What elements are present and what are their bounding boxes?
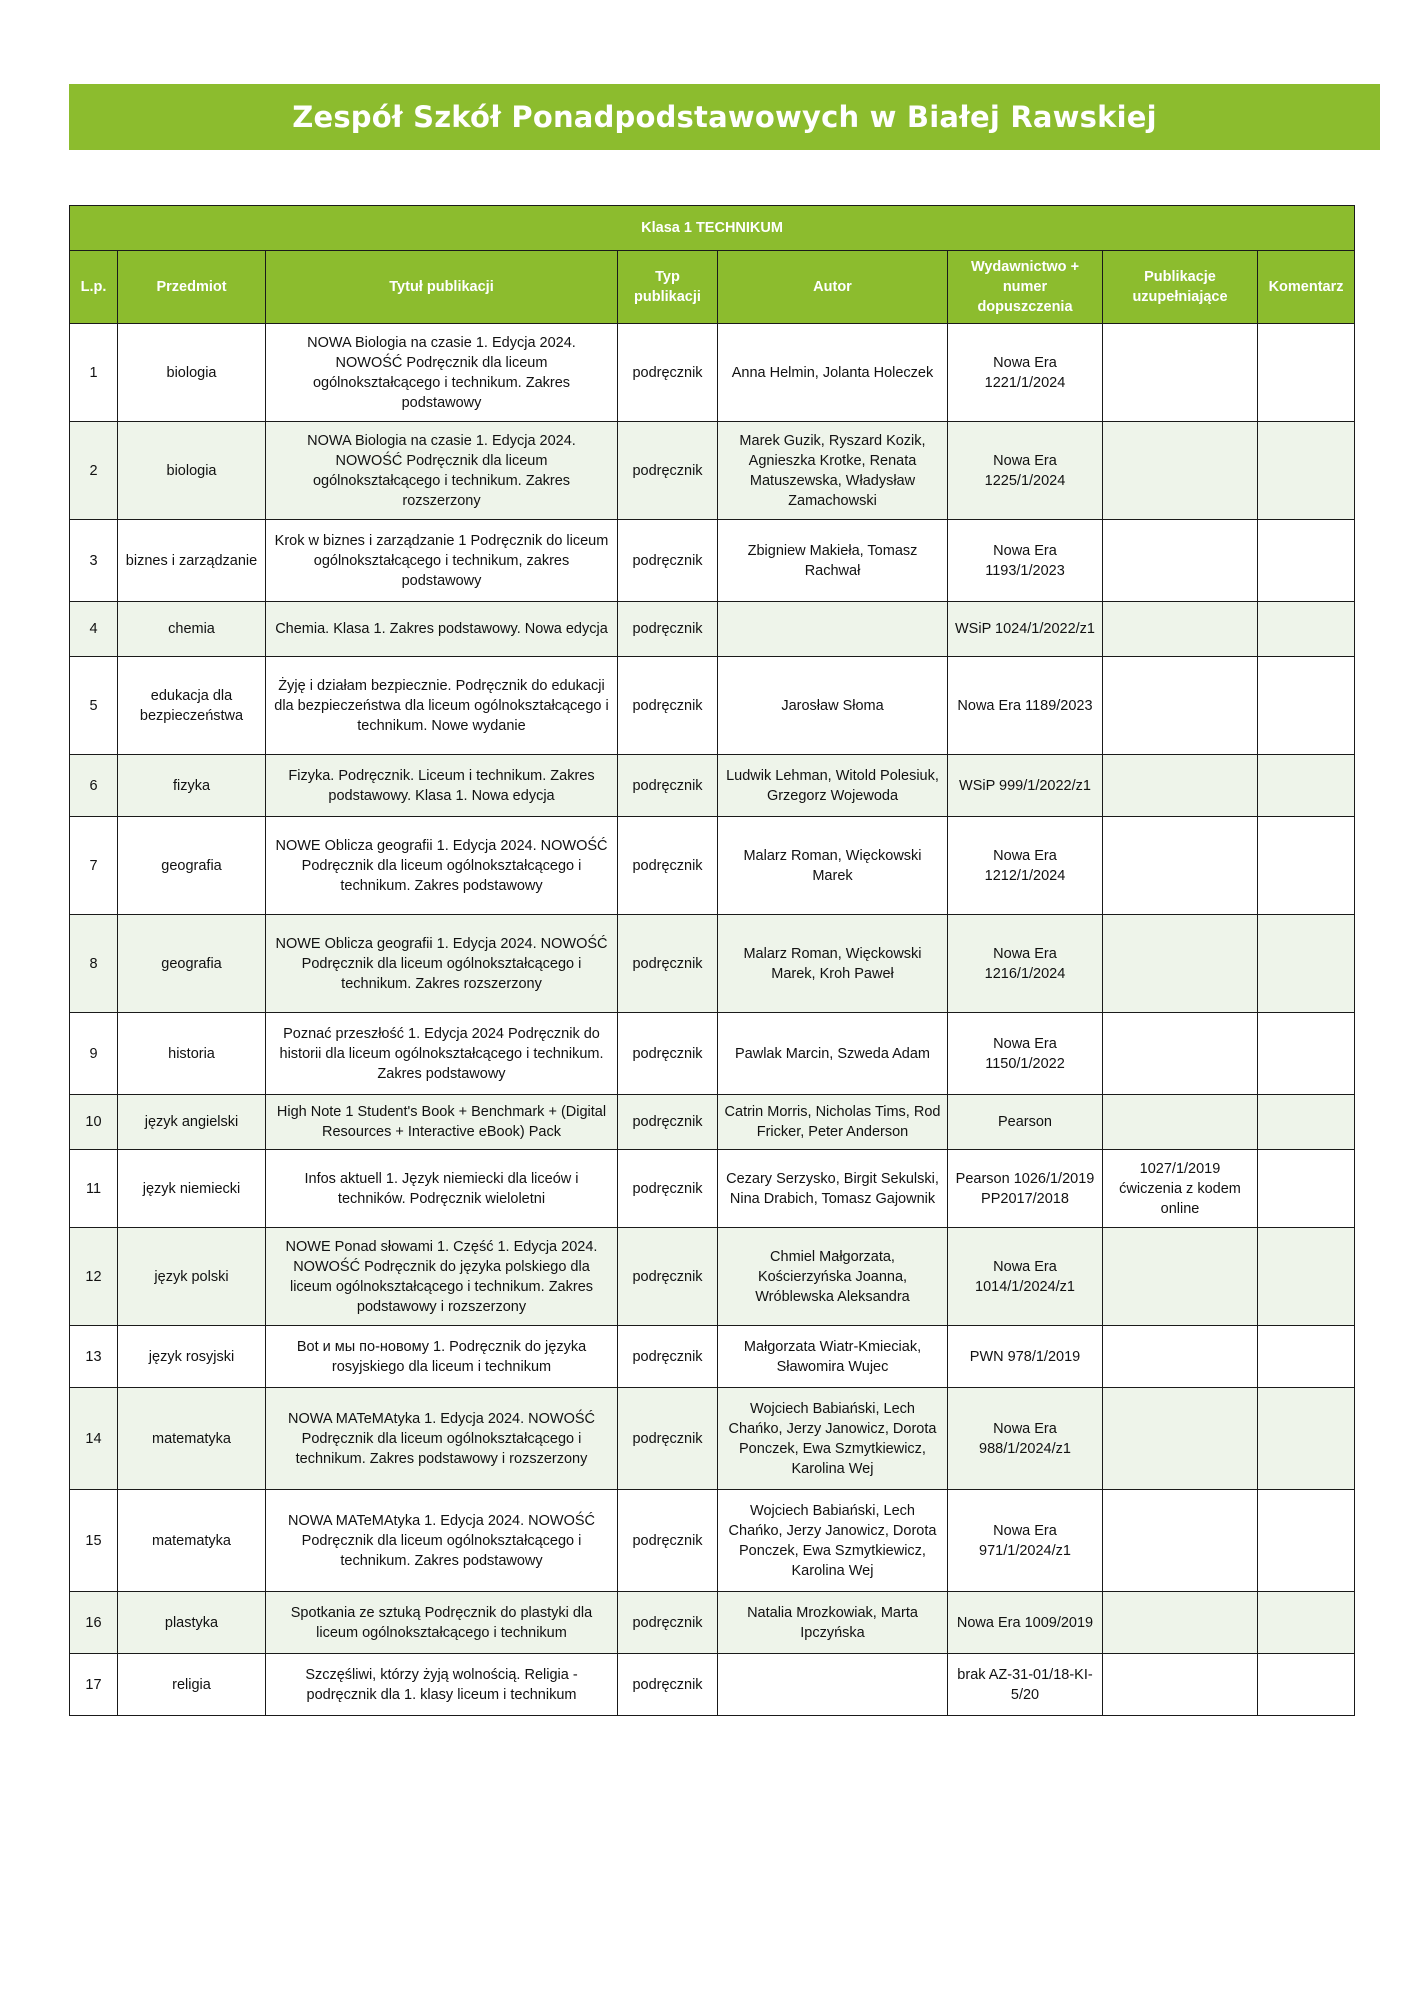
cell-publisher: Pearson [948,1095,1103,1150]
cell-author: Wojciech Babiański, Lech Chańko, Jerzy Janowicz, Dorota Ponczek, Ewa Szmytkiewicz, Karolina Wej [718,1388,948,1490]
cell-comment [1258,657,1355,755]
cell-subject: język niemiecki [118,1150,266,1228]
cell-lp: 8 [70,915,118,1013]
cell-author: Malarz Roman, Więckowski Marek [718,817,948,915]
cell-title: Szczęśliwi, którzy żyją wolnością. Religia - podręcznik dla 1. klasy liceum i technikum [266,1654,618,1716]
cell-lp: 3 [70,520,118,602]
cell-comment [1258,1388,1355,1490]
school-banner [69,84,1380,150]
cell-title: High Note 1 Student's Book + Benchmark + (Digital Resources + Interactive eBook) Pack [266,1095,618,1150]
cell-author: Wojciech Babiański, Lech Chańko, Jerzy Janowicz, Dorota Ponczek, Ewa Szmytkiewicz, Karolina Wej [718,1490,948,1592]
column-header-author: Autor [718,251,948,324]
cell-lp: 15 [70,1490,118,1592]
cell-lp: 10 [70,1095,118,1150]
cell-author: Pawlak Marcin, Szweda Adam [718,1013,948,1095]
cell-author [718,1654,948,1716]
cell-supplementary [1103,1013,1258,1095]
cell-title: Żyję i działam bezpiecznie. Podręcznik do edukacji dla bezpieczeństwa dla liceum ogólnokształcącego i technikum. Nowe wydanie [266,657,618,755]
cell-lp: 9 [70,1013,118,1095]
cell-type: podręcznik [618,1095,718,1150]
cell-subject: biologia [118,422,266,520]
cell-author: Ludwik Lehman, Witold Polesiuk, Grzegorz Wojewoda [718,755,948,817]
column-header-type: Typ publikacji [618,251,718,324]
cell-type: podręcznik [618,1388,718,1490]
cell-supplementary [1103,1654,1258,1716]
cell-comment [1258,817,1355,915]
cell-supplementary [1103,755,1258,817]
textbook-table [69,205,1355,1716]
cell-title: Bot и мы по-новому 1. Podręcznik do języka rosyjskiego dla liceum i technikum [266,1326,618,1388]
cell-supplementary [1103,422,1258,520]
cell-publisher: WSiP 1024/1/2022/z1 [948,602,1103,657]
cell-lp: 6 [70,755,118,817]
cell-lp: 13 [70,1326,118,1388]
cell-comment [1258,1326,1355,1388]
table-row [70,1490,1355,1592]
cell-publisher: Nowa Era 988/1/2024/z1 [948,1388,1103,1490]
column-header-title: Tytuł publikacji [266,251,618,324]
cell-publisher: Nowa Era 1212/1/2024 [948,817,1103,915]
cell-publisher: Nowa Era 1225/1/2024 [948,422,1103,520]
cell-supplementary [1103,1326,1258,1388]
cell-supplementary: 1027/1/2019 ćwiczenia z kodem online [1103,1150,1258,1228]
cell-comment [1258,1013,1355,1095]
cell-comment [1258,520,1355,602]
cell-title: NOWE Oblicza geografii 1. Edycja 2024. NOWOŚĆ Podręcznik dla liceum ogólnokształcącego i technikum. Zakres podstawowy [266,817,618,915]
cell-title: NOWA MATeMAtyka 1. Edycja 2024. NOWOŚĆ Podręcznik dla liceum ogólnokształcącego i technikum. Zakres podstawowy i rozszerzony [266,1388,618,1490]
cell-comment [1258,1654,1355,1716]
cell-author: Chmiel Małgorzata, Kościerzyńska Joanna, Wróblewska Aleksandra [718,1228,948,1326]
cell-comment [1258,1592,1355,1654]
cell-comment [1258,915,1355,1013]
cell-type: podręcznik [618,520,718,602]
cell-subject: geografia [118,817,266,915]
cell-type: podręcznik [618,1228,718,1326]
cell-title: NOWA MATeMAtyka 1. Edycja 2024. NOWOŚĆ Podręcznik dla liceum ogólnokształcącego i technikum. Zakres podstawowy [266,1490,618,1592]
cell-subject: religia [118,1654,266,1716]
cell-publisher: Nowa Era 1193/1/2023 [948,520,1103,602]
cell-title: Krok w biznes i zarządzanie 1 Podręcznik do liceum ogólnokształcącego i technikum, zakres podstawowy [266,520,618,602]
cell-lp: 12 [70,1228,118,1326]
cell-comment [1258,422,1355,520]
cell-type: podręcznik [618,422,718,520]
cell-title: NOWA Biologia na czasie 1. Edycja 2024. NOWOŚĆ Podręcznik dla liceum ogólnokształcącego i technikum. Zakres podstawowy [266,324,618,422]
cell-title: Poznać przeszłość 1. Edycja 2024 Podręcznik do historii dla liceum ogólnokształcącego i technikum. Zakres podstawowy [266,1013,618,1095]
column-header-subject: Przedmiot [118,251,266,324]
cell-author: Cezary Serzysko, Birgit Sekulski, Nina Drabich, Tomasz Gajownik [718,1150,948,1228]
cell-author: Małgorzata Wiatr-Kmieciak, Sławomira Wujec [718,1326,948,1388]
cell-type: podręcznik [618,1490,718,1592]
cell-supplementary [1103,1095,1258,1150]
class-title: Klasa 1 TECHNIKUM [70,206,1355,251]
cell-type: podręcznik [618,1592,718,1654]
cell-subject: plastyka [118,1592,266,1654]
cell-publisher: Nowa Era 1150/1/2022 [948,1013,1103,1095]
cell-publisher: WSiP 999/1/2022/z1 [948,755,1103,817]
cell-author: Marek Guzik, Ryszard Kozik, Agnieszka Krotke, Renata Matuszewska, Władysław Zamachowski [718,422,948,520]
table-row [70,1326,1355,1388]
cell-lp: 4 [70,602,118,657]
cell-lp: 5 [70,657,118,755]
cell-title: Spotkania ze sztuką Podręcznik do plastyki dla liceum ogólnokształcącego i technikum [266,1592,618,1654]
cell-comment [1258,1095,1355,1150]
table-row [70,1228,1355,1326]
cell-type: podręcznik [618,602,718,657]
cell-type: podręcznik [618,324,718,422]
school-title: Zespół Szkół Ponadpodstawowych w Białej Rawskiej [292,100,1157,134]
cell-lp: 2 [70,422,118,520]
table-row [70,602,1355,657]
cell-subject: fizyka [118,755,266,817]
table-row [70,1592,1355,1654]
cell-title: Chemia. Klasa 1. Zakres podstawowy. Nowa edycja [266,602,618,657]
cell-type: podręcznik [618,1654,718,1716]
table-row [70,657,1355,755]
cell-subject: biznes i zarządzanie [118,520,266,602]
cell-title: Infos aktuell 1. Język niemiecki dla liceów i techników. Podręcznik wieloletni [266,1150,618,1228]
cell-supplementary [1103,817,1258,915]
cell-comment [1258,1228,1355,1326]
cell-comment [1258,324,1355,422]
cell-publisher: brak AZ-31-01/18-KI-5/20 [948,1654,1103,1716]
cell-subject: matematyka [118,1490,266,1592]
cell-supplementary [1103,602,1258,657]
cell-supplementary [1103,520,1258,602]
cell-type: podręcznik [618,1150,718,1228]
cell-type: podręcznik [618,755,718,817]
cell-supplementary [1103,1228,1258,1326]
column-header-lp: L.p. [70,251,118,324]
cell-subject: chemia [118,602,266,657]
cell-lp: 16 [70,1592,118,1654]
table-row [70,1013,1355,1095]
cell-publisher: Nowa Era 1009/2019 [948,1592,1103,1654]
cell-type: podręcznik [618,1013,718,1095]
cell-author: Catrin Morris, Nicholas Tims, Rod Fricker, Peter Anderson [718,1095,948,1150]
cell-subject: język rosyjski [118,1326,266,1388]
cell-subject: historia [118,1013,266,1095]
table-row [70,1150,1355,1228]
cell-supplementary [1103,1490,1258,1592]
cell-supplementary [1103,657,1258,755]
cell-comment [1258,755,1355,817]
cell-publisher: Nowa Era 1221/1/2024 [948,324,1103,422]
table-row [70,1388,1355,1490]
cell-supplementary [1103,324,1258,422]
cell-title: NOWE Ponad słowami 1. Część 1. Edycja 2024. NOWOŚĆ Podręcznik do języka polskiego dla liceum ogólnokształcącego i technikum. Zakres podstawowy i rozszerzony [266,1228,618,1326]
cell-lp: 14 [70,1388,118,1490]
cell-publisher: Pearson 1026/1/2019 PP2017/2018 [948,1150,1103,1228]
cell-subject: biologia [118,324,266,422]
cell-lp: 1 [70,324,118,422]
cell-publisher: Nowa Era 1216/1/2024 [948,915,1103,1013]
cell-publisher: Nowa Era 971/1/2024/z1 [948,1490,1103,1592]
cell-title: NOWA Biologia na czasie 1. Edycja 2024. NOWOŚĆ Podręcznik dla liceum ogólnokształcącego i technikum. Zakres rozszerzony [266,422,618,520]
column-header-comment: Komentarz [1258,251,1355,324]
cell-type: podręcznik [618,817,718,915]
column-header-publisher: Wydawnictwo + numer dopuszczenia [948,251,1103,324]
table-row [70,1654,1355,1716]
cell-type: podręcznik [618,1326,718,1388]
table-row [70,422,1355,520]
cell-comment [1258,1150,1355,1228]
cell-type: podręcznik [618,915,718,1013]
cell-supplementary [1103,915,1258,1013]
table-row [70,520,1355,602]
cell-lp: 11 [70,1150,118,1228]
table-row [70,324,1355,422]
cell-publisher: Nowa Era 1014/1/2024/z1 [948,1228,1103,1326]
cell-subject: edukacja dla bezpieczeństwa [118,657,266,755]
table-row [70,1095,1355,1150]
cell-subject: matematyka [118,1388,266,1490]
cell-author: Jarosław Słoma [718,657,948,755]
cell-subject: język polski [118,1228,266,1326]
table-row [70,755,1355,817]
cell-author [718,602,948,657]
cell-author: Malarz Roman, Więckowski Marek, Kroh Paweł [718,915,948,1013]
column-header-supplementary: Publikacje uzupełniające [1103,251,1258,324]
cell-comment [1258,1490,1355,1592]
cell-supplementary [1103,1592,1258,1654]
cell-publisher: Nowa Era 1189/2023 [948,657,1103,755]
cell-supplementary [1103,1388,1258,1490]
table-body [70,324,1355,1716]
table-row [70,817,1355,915]
cell-title: Fizyka. Podręcznik. Liceum i technikum. Zakres podstawowy. Klasa 1. Nowa edycja [266,755,618,817]
cell-publisher: PWN 978/1/2019 [948,1326,1103,1388]
cell-type: podręcznik [618,657,718,755]
cell-comment [1258,602,1355,657]
table-row [70,915,1355,1013]
cell-author: Anna Helmin, Jolanta Holeczek [718,324,948,422]
cell-title: NOWE Oblicza geografii 1. Edycja 2024. NOWOŚĆ Podręcznik dla liceum ogólnokształcącego i technikum. Zakres rozszerzony [266,915,618,1013]
cell-subject: język angielski [118,1095,266,1150]
cell-subject: geografia [118,915,266,1013]
cell-lp: 7 [70,817,118,915]
cell-author: Natalia Mrozkowiak, Marta Ipczyńska [718,1592,948,1654]
cell-author: Zbigniew Makieła, Tomasz Rachwał [718,520,948,602]
cell-lp: 17 [70,1654,118,1716]
